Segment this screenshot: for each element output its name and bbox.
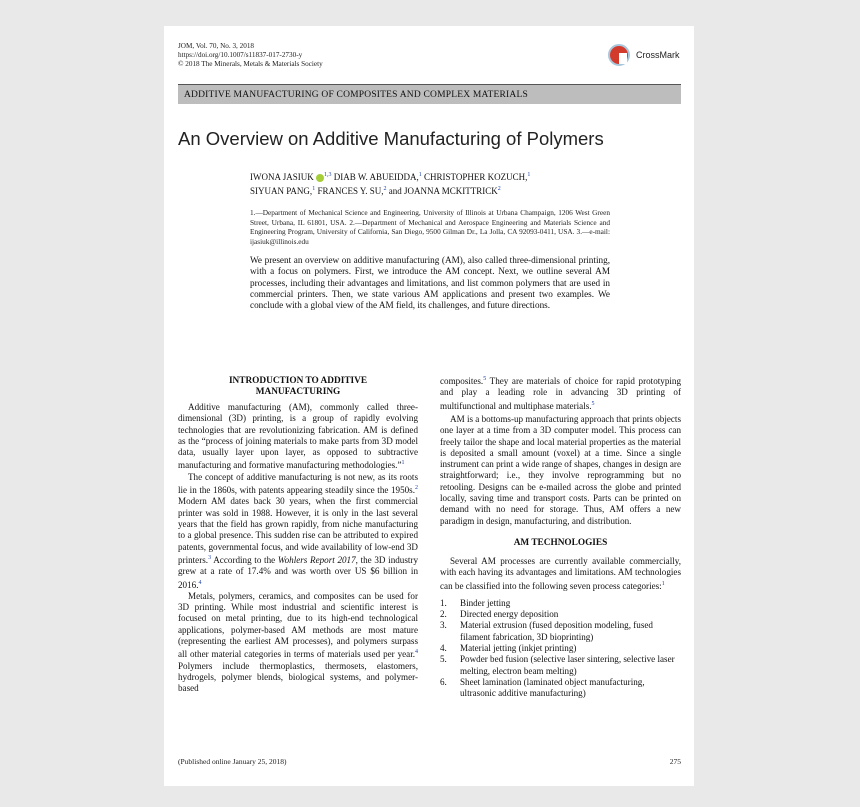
journal-meta — [178, 42, 323, 69]
paragraph-text: composites. — [440, 376, 484, 387]
am-technologies-heading: AM TECHNOLOGIES — [513, 537, 608, 548]
list-number: 6. — [440, 676, 447, 687]
author-sup: 1 — [312, 185, 316, 192]
citation-link[interactable]: 5 — [483, 376, 487, 382]
list-text: Sheet lamination (laminated object manufacturing, ultrasonic additive manufacturing) — [460, 676, 645, 699]
copyright-line: © 2018 The Minerals, Metals & Materials Society — [178, 60, 323, 68]
paragraph-text: , the 3D industry grew at a rate of 17.4% and was worth over US $6 billion in 2016. — [178, 554, 418, 590]
author-sup: 1 — [527, 172, 531, 178]
author-sup: 1 — [418, 172, 422, 178]
author-sup: 2 — [383, 185, 387, 192]
crossmark-label: CrossMark — [636, 50, 680, 60]
intro-heading — [178, 376, 418, 398]
citation-link[interactable]: 2 — [415, 485, 418, 492]
citation-link[interactable]: 5 — [591, 400, 595, 407]
paragraph-text: The concept of additive manufacturing is not new, as its roots lie in the 1860s, with patents appearing steadily since the 1950s. — [178, 471, 418, 496]
page-footer — [178, 757, 681, 766]
list-item — [440, 677, 681, 700]
list-item — [440, 654, 681, 677]
citation-link[interactable]: 1 — [661, 580, 665, 587]
list-number: 4. — [440, 643, 447, 654]
list-text: Material extrusion (fused deposition modeling, fused filament fabrication, 3D bioprinting) — [460, 620, 653, 642]
author-name: IWONA JASIUK — [250, 172, 314, 182]
author-name: SIYUAN PANG, — [250, 185, 313, 196]
list-number: 5. — [440, 654, 447, 665]
intro-heading-line: MANUFACTURING — [255, 387, 341, 397]
process-category-list — [440, 598, 681, 700]
left-column — [178, 376, 418, 695]
crossmark-icon — [608, 44, 630, 66]
section-banner: ADDITIVE MANUFACTURING OF COMPOSITES AND COMPLEX MATERIALS — [178, 84, 681, 104]
list-item — [440, 609, 681, 620]
paragraph-text: Modern AM dates back 30 years, when the first commercial printer was sold in 1988. However, it is only in the last several years that the field has grown rapidly, from niche manufacturing to a global presence. This sudden rise can be attributed to expired patents, governmental focus, and wide availability of low-end 3D printers. — [178, 496, 418, 565]
page-number: 275 — [669, 757, 681, 766]
published-date: (Published online January 25, 2018) — [178, 757, 287, 766]
affiliations: 1.—Department of Mechanical Science and Engineering, University of Illinois at Urbana Champaign, 1206 West Green Street, Urbana, IL 61801, USA. 2.—Department of Mechanical and Aerospace Engineering and Materials Science and Engineering Program, University of California, San Diego, 9500 Gilman Dr., La Jolla, CA 92093-0411, USA. 3.—e-mail: ijasiuk@illinois.edu — [250, 208, 610, 247]
paper-page — [164, 26, 694, 786]
doi-link[interactable]: https://doi.org/10.1007/s11837-017-2730-y — [178, 51, 303, 59]
paper-title: An Overview on Additive Manufacturing of Polymers — [178, 128, 604, 149]
list-number: 1. — [440, 597, 447, 608]
citation-link[interactable]: 3 — [208, 554, 212, 561]
journal-line: JOM, Vol. 70, No. 3, 2018 — [178, 42, 255, 50]
abstract: We present an overview on additive manufacturing (AM), also called three-dimensional printing, with a focus on polymers. First, we introduce the AM concept. Next, we outline several AM processes, including their advantages and limitations, and list common polymers that are used in commercial printers. Then, we state various AM applications and present two examples. We conclude with a global view of the AM field, its challenges, and future directions. — [250, 255, 610, 311]
list-text: Material jetting (inkjet printing) — [460, 643, 577, 654]
author-list — [250, 170, 610, 197]
list-text: Binder jetting — [460, 597, 511, 608]
crossmark-badge[interactable] — [606, 42, 696, 70]
citation-link[interactable]: 4 — [415, 649, 418, 656]
list-number: 3. — [440, 620, 447, 631]
author-sup: 1,3 — [324, 172, 332, 178]
paragraph-text: Polymers include thermoplastics, thermosets, elastomers, hydrogels, polymer blends, biological systems, and polymer-based — [178, 660, 418, 694]
paragraph-text: According to the — [211, 554, 278, 565]
author-name: FRANCES Y. SU, — [317, 185, 384, 196]
report-title: Wohlers Report 2017 — [277, 554, 356, 565]
paragraph-text: Additive manufacturing (AM), commonly called three-dimensional (3D) printing, is a group of rapidly evolving technologies that are revolutionizing fabrication. AM is defined as the “process of joining materials to make parts from 3D model data, usually layer upon layer, as opposed to subtractive manufacturing and formative manufacturing methodologies.” — [178, 402, 418, 471]
paragraph-text: Several AM processes are currently available commercially, with each having its advantages and limitations. AM technologies can be classified into the following seven process categories: — [440, 555, 681, 591]
list-text: Powder bed fusion (selective laser sintering, selective laser melting, electron beam melting) — [460, 654, 675, 676]
list-item — [440, 598, 681, 609]
technologies-paragraph — [440, 556, 681, 592]
list-text: Directed energy deposition — [460, 609, 559, 620]
continued-paragraph — [440, 374, 681, 412]
citation-link[interactable]: 1 — [401, 460, 405, 467]
paragraph-text: They are materials of choice for rapid prototyping and play a leading role in advancing 3D printing of multifunctional and multiphase materials. — [440, 376, 681, 411]
orcid-icon[interactable] — [316, 174, 324, 182]
list-item — [440, 620, 681, 643]
author-sup: 2 — [497, 185, 501, 192]
author-name: and JOANNA MCKITTRICK — [388, 185, 498, 196]
list-item — [440, 643, 681, 654]
author-name: DIAB W. ABUEIDDA, — [333, 172, 419, 182]
intro-paragraph — [178, 591, 418, 695]
am-paragraph: AM is a bottoms-up manufacturing approach that prints objects one layer at a time from a 3D computer model. This process can freely tailor the shape and local material properties as the material is deposited a small amount (voxel) at a time. Since a single instrument can print a wide range of shapes, changes in design are straightforward; i.e., they involve reprogramming but no retooling. Designs can be e-mailed across the globe and printed locally, saving time and transport costs. Parts can be printed on demand with no need for storage. Thus, AM offers a new paradigm in design, manufacturing, and distribution. — [440, 413, 681, 526]
citation-link[interactable]: 4 — [198, 579, 202, 586]
right-column — [440, 374, 681, 700]
intro-heading-line: INTRODUCTION TO ADDITIVE — [228, 376, 368, 386]
list-number: 2. — [440, 609, 447, 620]
intro-paragraph — [178, 472, 418, 591]
author-name: CHRISTOPHER KOZUCH, — [424, 172, 528, 182]
intro-paragraph — [178, 402, 418, 472]
paragraph-text: Metals, polymers, ceramics, and composites can be used for 3D printing. While most industrial and scientific interest is focused on metal printing, due to its high-end technological applications, polymer-based AM methods are most mature (representing the earliest AM processes), and polymers surpass all other material categories in terms of materials used per year. — [178, 590, 418, 660]
